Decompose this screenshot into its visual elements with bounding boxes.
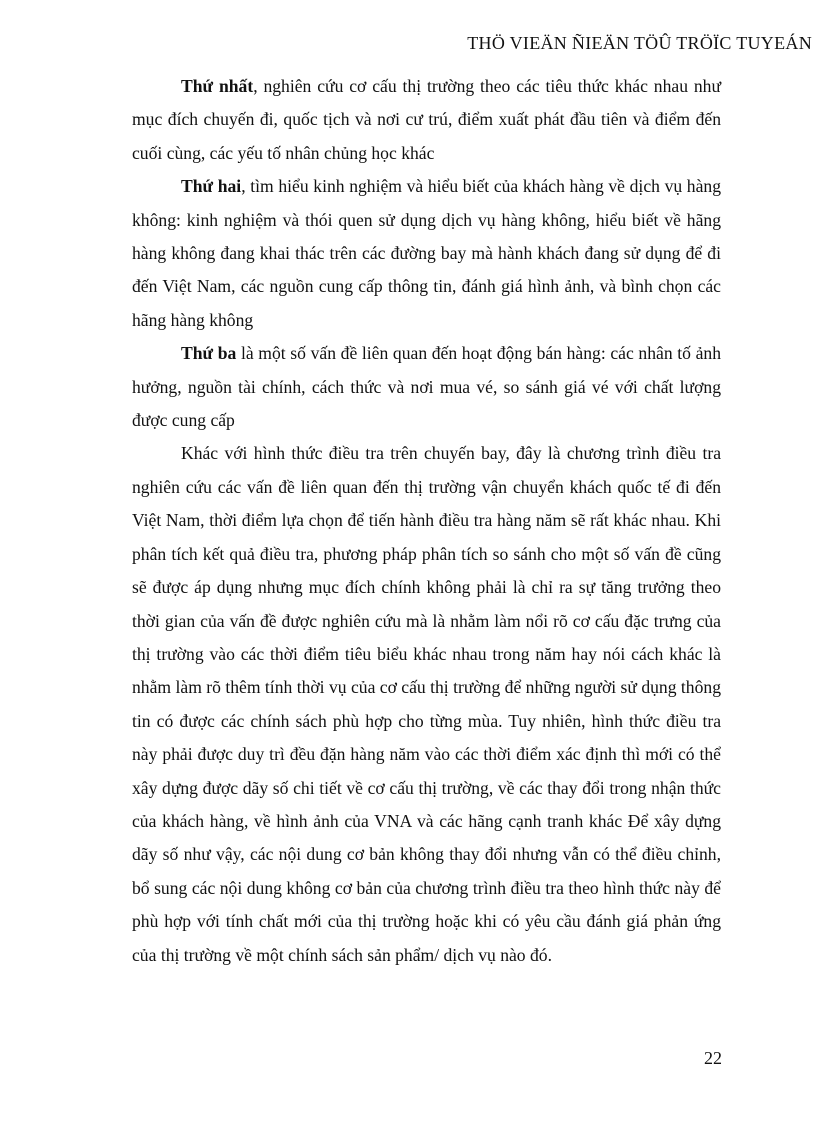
paragraph-4 <box>132 437 721 972</box>
paragraph-text: , nghiên cứu cơ cấu thị trường theo các tiêu thức khác nhau như mục đích chuyến đi, quốc tịch và nơi cư trú, điểm xuất phát đầu tiên và điểm đến cuối cùng, các yếu tố nhân chủng học khác <box>132 76 721 163</box>
paragraph-1 <box>132 70 721 170</box>
page-number: 22 <box>704 1048 722 1068</box>
paragraph-lead: Thứ hai <box>181 176 242 197</box>
paragraph-lead: Thứ nhất <box>181 76 254 96</box>
paragraph-text: , tìm hiểu kinh nghiệm và hiểu biết của khách hàng về dịch vụ hàng không: kinh nghiệm và thói quen sử dụng dịch vụ hàng không, hiểu biết về hãng hàng không đang khai thác trên các đường bay mà hành khách đang sử dụng để đi đến Việt Nam, các nguồn cung cấp thông tin, đánh giá hình ảnh, và bình chọn các hãng hàng không <box>132 176 722 330</box>
paragraph-text: là một số vấn đề liên quan đến hoạt động bán hàng: các nhân tố ảnh hưởng, nguồn tài chính, cách thức và nơi mua vé, so sánh giá vé với chất lượng được cung cấp <box>132 343 722 431</box>
document-body <box>132 70 721 972</box>
paragraph-3 <box>132 337 721 437</box>
paragraph-text: Khác với hình thức điều tra trên chuyến bay, đây là chương trình điều tra nghiên cứu các vấn đề liên quan đến thị trường vận chuyển khách quốc tế đi đến Việt Nam, thời điểm lựa chọn để tiến hành điều tra hàng năm sẽ rất khác nhau. Khi phân tích kết quả điều tra, phương pháp phân tích so sánh cho một số vấn đề cũng sẽ được áp dụng nhưng mục đích chính không phải là chỉ ra sự tăng trưởng theo thời gian của vấn đề được nghiên cứu mà là nhằm làm nổi rõ cơ cấu đặc trưng của thị trường vào các thời điểm tiêu biểu khác nhau trong năm hay nói cách khác là nhằm làm rõ thêm tính thời vụ của cơ cấu thị trường để những người sử dụng thông tin có được các chính sách phù hợp cho từng mùa. Tuy nhiên, hình thức điều tra này phải được duy trì đều đặn hàng năm vào các thời điểm xác định thì mới có thể xây dựng được dãy số chi tiết về cơ cấu thị trường, về các thay đổi trong nhận thức của khách hàng, về hình ảnh của VNA và các hãng cạnh tranh khác Để xây dựng dãy số như vậy, các nội dung cơ bản không thay đổi nhưng vẫn có thể điều chỉnh, bổ sung các nội dung không cơ bản của chương trình điều tra theo hình thức này để phù hợp với tính chất mới của thị trường hoặc khi có yêu cầu đánh giá phản ứng của thị trường về một chính sách sản phẩm/ dịch vụ nào đó. <box>132 443 721 965</box>
paragraph-2 <box>132 170 721 337</box>
paragraph-lead: Thứ ba <box>181 343 237 364</box>
page-header: THÖ VIEÄN ÑIEÄN TÖÛ TRÖÏC TUYEÁN <box>467 33 812 53</box>
